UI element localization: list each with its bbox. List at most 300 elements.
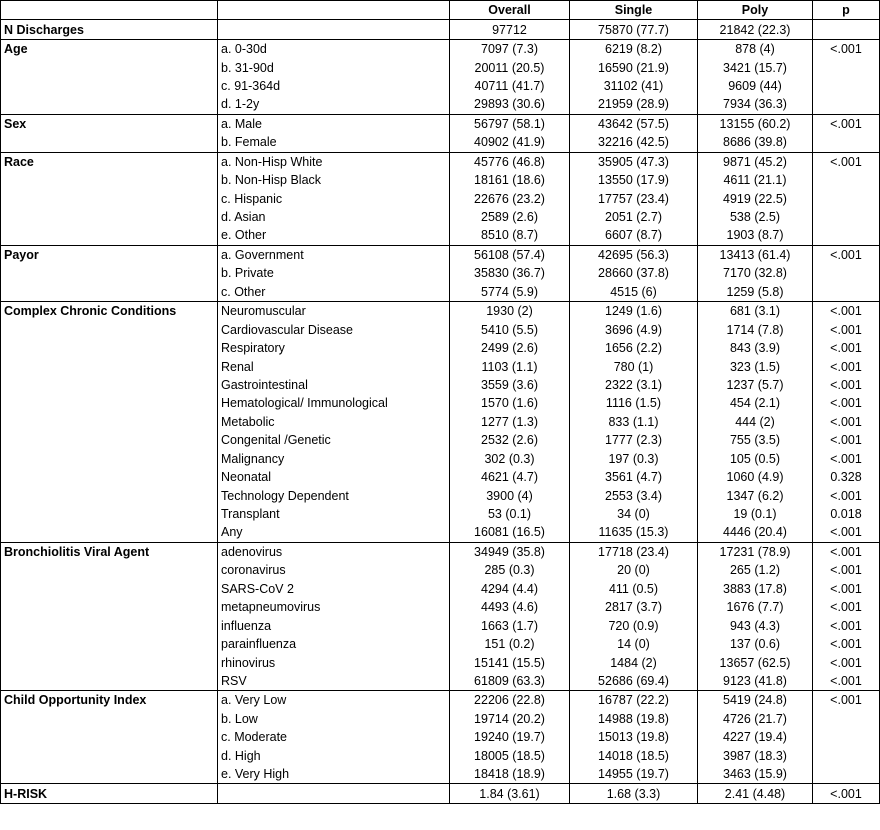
group-cell: Race [1, 152, 218, 171]
poly-cell: 943 (4.3) [698, 616, 813, 634]
label-cell: c. 91-364d [218, 77, 450, 95]
table-row [1, 580, 880, 598]
overall-cell: 97712 [450, 20, 570, 39]
group-cell [1, 728, 218, 746]
p-value-cell: <.001 [813, 245, 880, 264]
table-row [1, 39, 880, 58]
poly-cell: 17231 (78.9) [698, 542, 813, 561]
label-cell: b. Female [218, 133, 450, 152]
table-row [1, 20, 880, 39]
overall-cell: 18161 (18.6) [450, 171, 570, 189]
single-cell: 21959 (28.9) [570, 95, 698, 114]
table-row [1, 77, 880, 95]
label-cell: Any [218, 523, 450, 542]
header-cell [218, 1, 450, 20]
group-cell [1, 357, 218, 375]
overall-cell: 3900 (4) [450, 486, 570, 504]
single-cell: 14955 (19.7) [570, 765, 698, 784]
overall-cell: 4294 (4.4) [450, 580, 570, 598]
group-cell [1, 486, 218, 504]
single-cell: 42695 (56.3) [570, 245, 698, 264]
overall-cell: 61809 (63.3) [450, 672, 570, 691]
overall-cell: 302 (0.3) [450, 450, 570, 468]
header-poly: Poly [698, 1, 813, 20]
label-cell: d. Asian [218, 208, 450, 226]
single-cell: 2817 (3.7) [570, 598, 698, 616]
p-value-cell: <.001 [813, 413, 880, 431]
table-row [1, 58, 880, 76]
table-row [1, 357, 880, 375]
p-value-cell: <.001 [813, 691, 880, 710]
p-value-cell [813, 171, 880, 189]
poly-cell: 1347 (6.2) [698, 486, 813, 504]
group-cell [1, 413, 218, 431]
single-cell: 6607 (8.7) [570, 226, 698, 245]
single-cell: 35905 (47.3) [570, 152, 698, 171]
poly-cell: 19 (0.1) [698, 505, 813, 523]
group-cell [1, 171, 218, 189]
p-value-cell: <.001 [813, 672, 880, 691]
overall-cell: 2589 (2.6) [450, 208, 570, 226]
single-cell: 2322 (3.1) [570, 376, 698, 394]
label-cell: c. Moderate [218, 728, 450, 746]
group-cell [1, 450, 218, 468]
label-cell: d. 1-2y [218, 95, 450, 114]
poly-cell: 3421 (15.7) [698, 58, 813, 76]
poly-cell: 843 (3.9) [698, 339, 813, 357]
table-row [1, 450, 880, 468]
table-row [1, 784, 880, 803]
group-cell [1, 580, 218, 598]
overall-cell: 1570 (1.6) [450, 394, 570, 412]
p-value-cell: <.001 [813, 394, 880, 412]
group-cell [1, 394, 218, 412]
table-row [1, 431, 880, 449]
p-value-cell: <.001 [813, 376, 880, 394]
table-row [1, 672, 880, 691]
table-row [1, 653, 880, 671]
label-cell: Renal [218, 357, 450, 375]
p-value-cell: <.001 [813, 542, 880, 561]
table-row [1, 747, 880, 765]
group-cell [1, 616, 218, 634]
p-value-cell: <.001 [813, 635, 880, 653]
group-cell [1, 710, 218, 728]
poly-cell: 454 (2.1) [698, 394, 813, 412]
single-cell: 1.68 (3.3) [570, 784, 698, 803]
group-cell [1, 672, 218, 691]
overall-cell: 40902 (41.9) [450, 133, 570, 152]
single-cell: 3561 (4.7) [570, 468, 698, 486]
poly-cell: 7934 (36.3) [698, 95, 813, 114]
group-cell [1, 598, 218, 616]
group-cell [1, 376, 218, 394]
overall-cell: 45776 (46.8) [450, 152, 570, 171]
group-cell [1, 468, 218, 486]
label-cell: adenovirus [218, 542, 450, 561]
label-cell: c. Hispanic [218, 189, 450, 207]
single-cell: 32216 (42.5) [570, 133, 698, 152]
table-row [1, 505, 880, 523]
single-cell: 2051 (2.7) [570, 208, 698, 226]
label-cell: Respiratory [218, 339, 450, 357]
p-value-cell: <.001 [813, 653, 880, 671]
poly-cell: 1259 (5.8) [698, 283, 813, 302]
poly-cell: 4726 (21.7) [698, 710, 813, 728]
single-cell: 15013 (19.8) [570, 728, 698, 746]
group-cell [1, 95, 218, 114]
table-row [1, 413, 880, 431]
label-cell: Malignancy [218, 450, 450, 468]
p-value-cell: <.001 [813, 431, 880, 449]
table-row [1, 635, 880, 653]
p-value-cell: <.001 [813, 580, 880, 598]
table-row [1, 765, 880, 784]
overall-cell: 22206 (22.8) [450, 691, 570, 710]
overall-cell: 5410 (5.5) [450, 320, 570, 338]
p-value-cell: 0.018 [813, 505, 880, 523]
group-cell [1, 635, 218, 653]
overall-cell: 20011 (20.5) [450, 58, 570, 76]
single-cell: 52686 (69.4) [570, 672, 698, 691]
label-cell: e. Very High [218, 765, 450, 784]
poly-cell: 3987 (18.3) [698, 747, 813, 765]
group-cell [1, 133, 218, 152]
group-cell [1, 505, 218, 523]
table-row [1, 189, 880, 207]
p-value-cell: <.001 [813, 357, 880, 375]
label-cell: rhinovirus [218, 653, 450, 671]
single-cell: 13550 (17.9) [570, 171, 698, 189]
poly-cell: 137 (0.6) [698, 635, 813, 653]
label-cell: b. 31-90d [218, 58, 450, 76]
group-cell [1, 77, 218, 95]
table-row [1, 598, 880, 616]
group-cell [1, 765, 218, 784]
overall-cell: 56797 (58.1) [450, 114, 570, 133]
group-cell [1, 189, 218, 207]
single-cell: 17718 (23.4) [570, 542, 698, 561]
p-value-cell: <.001 [813, 523, 880, 542]
single-cell: 6219 (8.2) [570, 39, 698, 58]
table-row [1, 133, 880, 152]
single-cell: 14 (0) [570, 635, 698, 653]
overall-cell: 22676 (23.2) [450, 189, 570, 207]
group-cell: N Discharges [1, 20, 218, 39]
single-cell: 16787 (22.2) [570, 691, 698, 710]
p-value-cell [813, 95, 880, 114]
single-cell: 11635 (15.3) [570, 523, 698, 542]
poly-cell: 444 (2) [698, 413, 813, 431]
overall-cell: 1277 (1.3) [450, 413, 570, 431]
poly-cell: 5419 (24.8) [698, 691, 813, 710]
poly-cell: 21842 (22.3) [698, 20, 813, 39]
single-cell: 1116 (1.5) [570, 394, 698, 412]
label-cell: b. Low [218, 710, 450, 728]
table-row [1, 302, 880, 321]
poly-cell: 2.41 (4.48) [698, 784, 813, 803]
p-value-cell: <.001 [813, 561, 880, 579]
table-row [1, 226, 880, 245]
poly-cell: 8686 (39.8) [698, 133, 813, 152]
group-cell [1, 264, 218, 282]
poly-cell: 4227 (19.4) [698, 728, 813, 746]
group-cell [1, 653, 218, 671]
overall-cell: 285 (0.3) [450, 561, 570, 579]
overall-cell: 1.84 (3.61) [450, 784, 570, 803]
overall-cell: 16081 (16.5) [450, 523, 570, 542]
poly-cell: 755 (3.5) [698, 431, 813, 449]
single-cell: 17757 (23.4) [570, 189, 698, 207]
table-row [1, 171, 880, 189]
overall-cell: 4621 (4.7) [450, 468, 570, 486]
label-cell: Hematological/ Immunological [218, 394, 450, 412]
overall-cell: 40711 (41.7) [450, 77, 570, 95]
label-cell: e. Other [218, 226, 450, 245]
poly-cell: 1903 (8.7) [698, 226, 813, 245]
poly-cell: 4446 (20.4) [698, 523, 813, 542]
group-cell [1, 431, 218, 449]
p-value-cell: <.001 [813, 598, 880, 616]
table-row [1, 710, 880, 728]
single-cell: 16590 (21.9) [570, 58, 698, 76]
p-value-cell [813, 77, 880, 95]
single-cell: 43642 (57.5) [570, 114, 698, 133]
group-cell [1, 339, 218, 357]
group-cell [1, 320, 218, 338]
p-value-cell [813, 747, 880, 765]
label-cell: a. Non-Hisp White [218, 152, 450, 171]
overall-cell: 5774 (5.9) [450, 283, 570, 302]
single-cell: 1249 (1.6) [570, 302, 698, 321]
overall-cell: 19714 (20.2) [450, 710, 570, 728]
table-row [1, 320, 880, 338]
single-cell: 2553 (3.4) [570, 486, 698, 504]
table-row [1, 523, 880, 542]
label-cell: SARS-CoV 2 [218, 580, 450, 598]
p-value-cell: 0.328 [813, 468, 880, 486]
p-value-cell: <.001 [813, 152, 880, 171]
table-row [1, 208, 880, 226]
table-row [1, 561, 880, 579]
label-cell: Gastrointestinal [218, 376, 450, 394]
label-cell: a. Male [218, 114, 450, 133]
label-cell [218, 20, 450, 39]
label-cell: a. 0-30d [218, 39, 450, 58]
label-cell: Neonatal [218, 468, 450, 486]
poly-cell: 323 (1.5) [698, 357, 813, 375]
label-cell: metapneumovirus [218, 598, 450, 616]
poly-cell: 7170 (32.8) [698, 264, 813, 282]
group-cell [1, 58, 218, 76]
header-p: p [813, 1, 880, 20]
single-cell: 1777 (2.3) [570, 431, 698, 449]
poly-cell: 3463 (15.9) [698, 765, 813, 784]
p-value-cell [813, 283, 880, 302]
table-row [1, 152, 880, 171]
overall-cell: 18005 (18.5) [450, 747, 570, 765]
overall-cell: 1103 (1.1) [450, 357, 570, 375]
table-row [1, 394, 880, 412]
poly-cell: 13413 (61.4) [698, 245, 813, 264]
overall-cell: 53 (0.1) [450, 505, 570, 523]
poly-cell: 4919 (22.5) [698, 189, 813, 207]
p-value-cell: <.001 [813, 616, 880, 634]
single-cell: 411 (0.5) [570, 580, 698, 598]
poly-cell: 4611 (21.1) [698, 171, 813, 189]
group-cell: Complex Chronic Conditions [1, 302, 218, 321]
single-cell: 14988 (19.8) [570, 710, 698, 728]
header-cell [1, 1, 218, 20]
p-value-cell: <.001 [813, 450, 880, 468]
table-row [1, 283, 880, 302]
single-cell: 14018 (18.5) [570, 747, 698, 765]
overall-cell: 1663 (1.7) [450, 616, 570, 634]
overall-cell: 4493 (4.6) [450, 598, 570, 616]
overall-cell: 2499 (2.6) [450, 339, 570, 357]
label-cell: d. High [218, 747, 450, 765]
overall-cell: 2532 (2.6) [450, 431, 570, 449]
p-value-cell [813, 264, 880, 282]
label-cell: b. Non-Hisp Black [218, 171, 450, 189]
group-cell: Child Opportunity Index [1, 691, 218, 710]
label-cell: influenza [218, 616, 450, 634]
label-cell: a. Government [218, 245, 450, 264]
poly-cell: 13155 (60.2) [698, 114, 813, 133]
poly-cell: 1714 (7.8) [698, 320, 813, 338]
header-single: Single [570, 1, 698, 20]
overall-cell: 151 (0.2) [450, 635, 570, 653]
label-cell: b. Private [218, 264, 450, 282]
label-cell: RSV [218, 672, 450, 691]
table-row [1, 616, 880, 634]
overall-cell: 35830 (36.7) [450, 264, 570, 282]
overall-cell: 1930 (2) [450, 302, 570, 321]
table-row [1, 486, 880, 504]
table-body [1, 20, 880, 803]
group-cell [1, 226, 218, 245]
group-cell: H-RISK [1, 784, 218, 803]
table-row [1, 339, 880, 357]
p-value-cell: <.001 [813, 320, 880, 338]
p-value-cell: <.001 [813, 302, 880, 321]
overall-cell: 3559 (3.6) [450, 376, 570, 394]
p-value-cell [813, 58, 880, 76]
p-value-cell [813, 20, 880, 39]
overall-cell: 56108 (57.4) [450, 245, 570, 264]
label-cell: Technology Dependent [218, 486, 450, 504]
poly-cell: 538 (2.5) [698, 208, 813, 226]
group-cell: Age [1, 39, 218, 58]
p-value-cell: <.001 [813, 486, 880, 504]
single-cell: 720 (0.9) [570, 616, 698, 634]
single-cell: 833 (1.1) [570, 413, 698, 431]
overall-cell: 29893 (30.6) [450, 95, 570, 114]
single-cell: 780 (1) [570, 357, 698, 375]
single-cell: 20 (0) [570, 561, 698, 579]
label-cell [218, 784, 450, 803]
p-value-cell [813, 133, 880, 152]
group-cell: Sex [1, 114, 218, 133]
group-cell [1, 561, 218, 579]
single-cell: 28660 (37.8) [570, 264, 698, 282]
poly-cell: 9871 (45.2) [698, 152, 813, 171]
group-cell [1, 523, 218, 542]
label-cell: Cardiovascular Disease [218, 320, 450, 338]
poly-cell: 1060 (4.9) [698, 468, 813, 486]
label-cell: Neuromuscular [218, 302, 450, 321]
table-row [1, 114, 880, 133]
group-cell [1, 208, 218, 226]
single-cell: 3696 (4.9) [570, 320, 698, 338]
group-cell: Payor [1, 245, 218, 264]
poly-cell: 3883 (17.8) [698, 580, 813, 598]
single-cell: 34 (0) [570, 505, 698, 523]
poly-cell: 265 (1.2) [698, 561, 813, 579]
label-cell: Metabolic [218, 413, 450, 431]
table-row [1, 691, 880, 710]
group-cell [1, 283, 218, 302]
poly-cell: 681 (3.1) [698, 302, 813, 321]
poly-cell: 9609 (44) [698, 77, 813, 95]
p-value-cell: <.001 [813, 39, 880, 58]
group-cell: Bronchiolitis Viral Agent [1, 542, 218, 561]
label-cell: parainfluenza [218, 635, 450, 653]
table-row [1, 728, 880, 746]
label-cell: Transplant [218, 505, 450, 523]
poly-cell: 9123 (41.8) [698, 672, 813, 691]
p-value-cell [813, 765, 880, 784]
p-value-cell: <.001 [813, 114, 880, 133]
poly-cell: 105 (0.5) [698, 450, 813, 468]
header-row [1, 1, 880, 20]
label-cell: a. Very Low [218, 691, 450, 710]
p-value-cell [813, 189, 880, 207]
table-row [1, 245, 880, 264]
p-value-cell [813, 728, 880, 746]
label-cell: coronavirus [218, 561, 450, 579]
p-value-cell: <.001 [813, 784, 880, 803]
overall-cell: 19240 (19.7) [450, 728, 570, 746]
table-row [1, 468, 880, 486]
overall-cell: 15141 (15.5) [450, 653, 570, 671]
single-cell: 197 (0.3) [570, 450, 698, 468]
p-value-cell [813, 226, 880, 245]
label-cell: c. Other [218, 283, 450, 302]
overall-cell: 18418 (18.9) [450, 765, 570, 784]
poly-cell: 878 (4) [698, 39, 813, 58]
label-cell: Congenital /Genetic [218, 431, 450, 449]
table-row [1, 376, 880, 394]
overall-cell: 7097 (7.3) [450, 39, 570, 58]
overall-cell: 8510 (8.7) [450, 226, 570, 245]
p-value-cell [813, 710, 880, 728]
single-cell: 1484 (2) [570, 653, 698, 671]
poly-cell: 13657 (62.5) [698, 653, 813, 671]
p-value-cell: <.001 [813, 339, 880, 357]
group-cell [1, 747, 218, 765]
table-row [1, 264, 880, 282]
single-cell: 1656 (2.2) [570, 339, 698, 357]
poly-cell: 1676 (7.7) [698, 598, 813, 616]
p-value-cell [813, 208, 880, 226]
single-cell: 4515 (6) [570, 283, 698, 302]
table-row [1, 542, 880, 561]
table-row [1, 95, 880, 114]
header-overall: Overall [450, 1, 570, 20]
single-cell: 31102 (41) [570, 77, 698, 95]
overall-cell: 34949 (35.8) [450, 542, 570, 561]
